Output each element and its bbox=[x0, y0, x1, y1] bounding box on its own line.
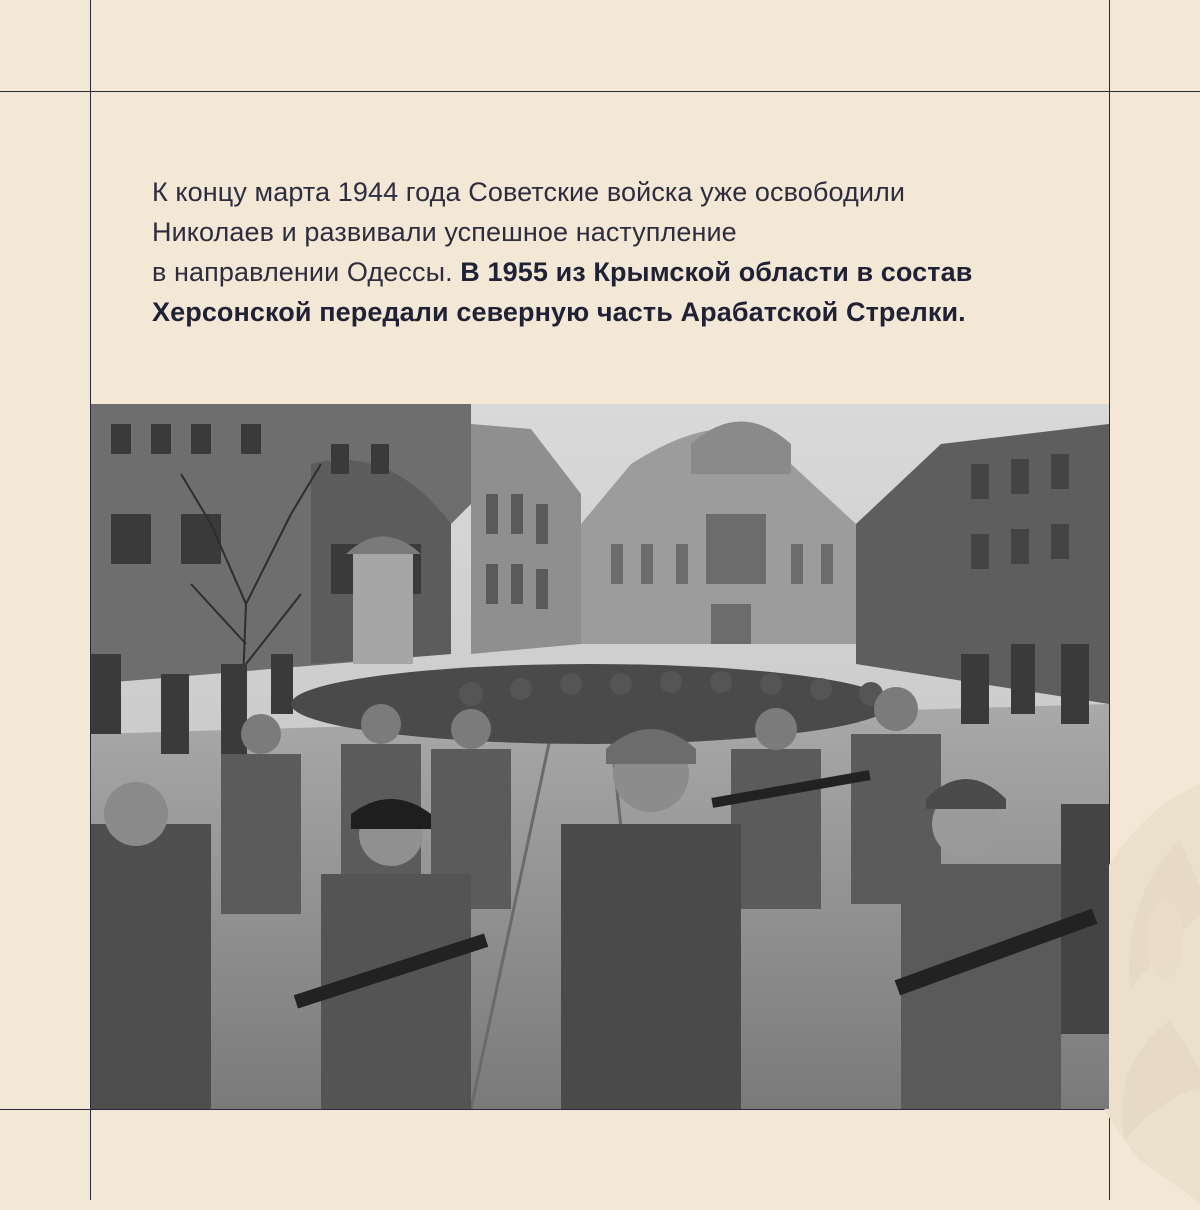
text-line-3-normal: в направлении Одессы. bbox=[152, 257, 461, 287]
text-line-1: К концу марта 1944 года Советские войска уже освободили bbox=[152, 177, 906, 207]
text-line-3 bbox=[152, 252, 1052, 292]
text-line-4 bbox=[152, 292, 1052, 332]
text-line-3-bold: В 1955 из Крымской области в состав bbox=[460, 257, 973, 287]
archival-photo bbox=[91, 404, 1109, 1109]
article-text bbox=[152, 172, 1052, 332]
text-line-4-bold: Херсонской передали северную часть Арабатской Стрелки. bbox=[152, 297, 966, 327]
guide-line-top bbox=[0, 91, 1200, 92]
marching-soldiers-photo bbox=[91, 404, 1109, 1109]
text-line-2: Николаев и развивали успешное наступление bbox=[152, 217, 737, 247]
